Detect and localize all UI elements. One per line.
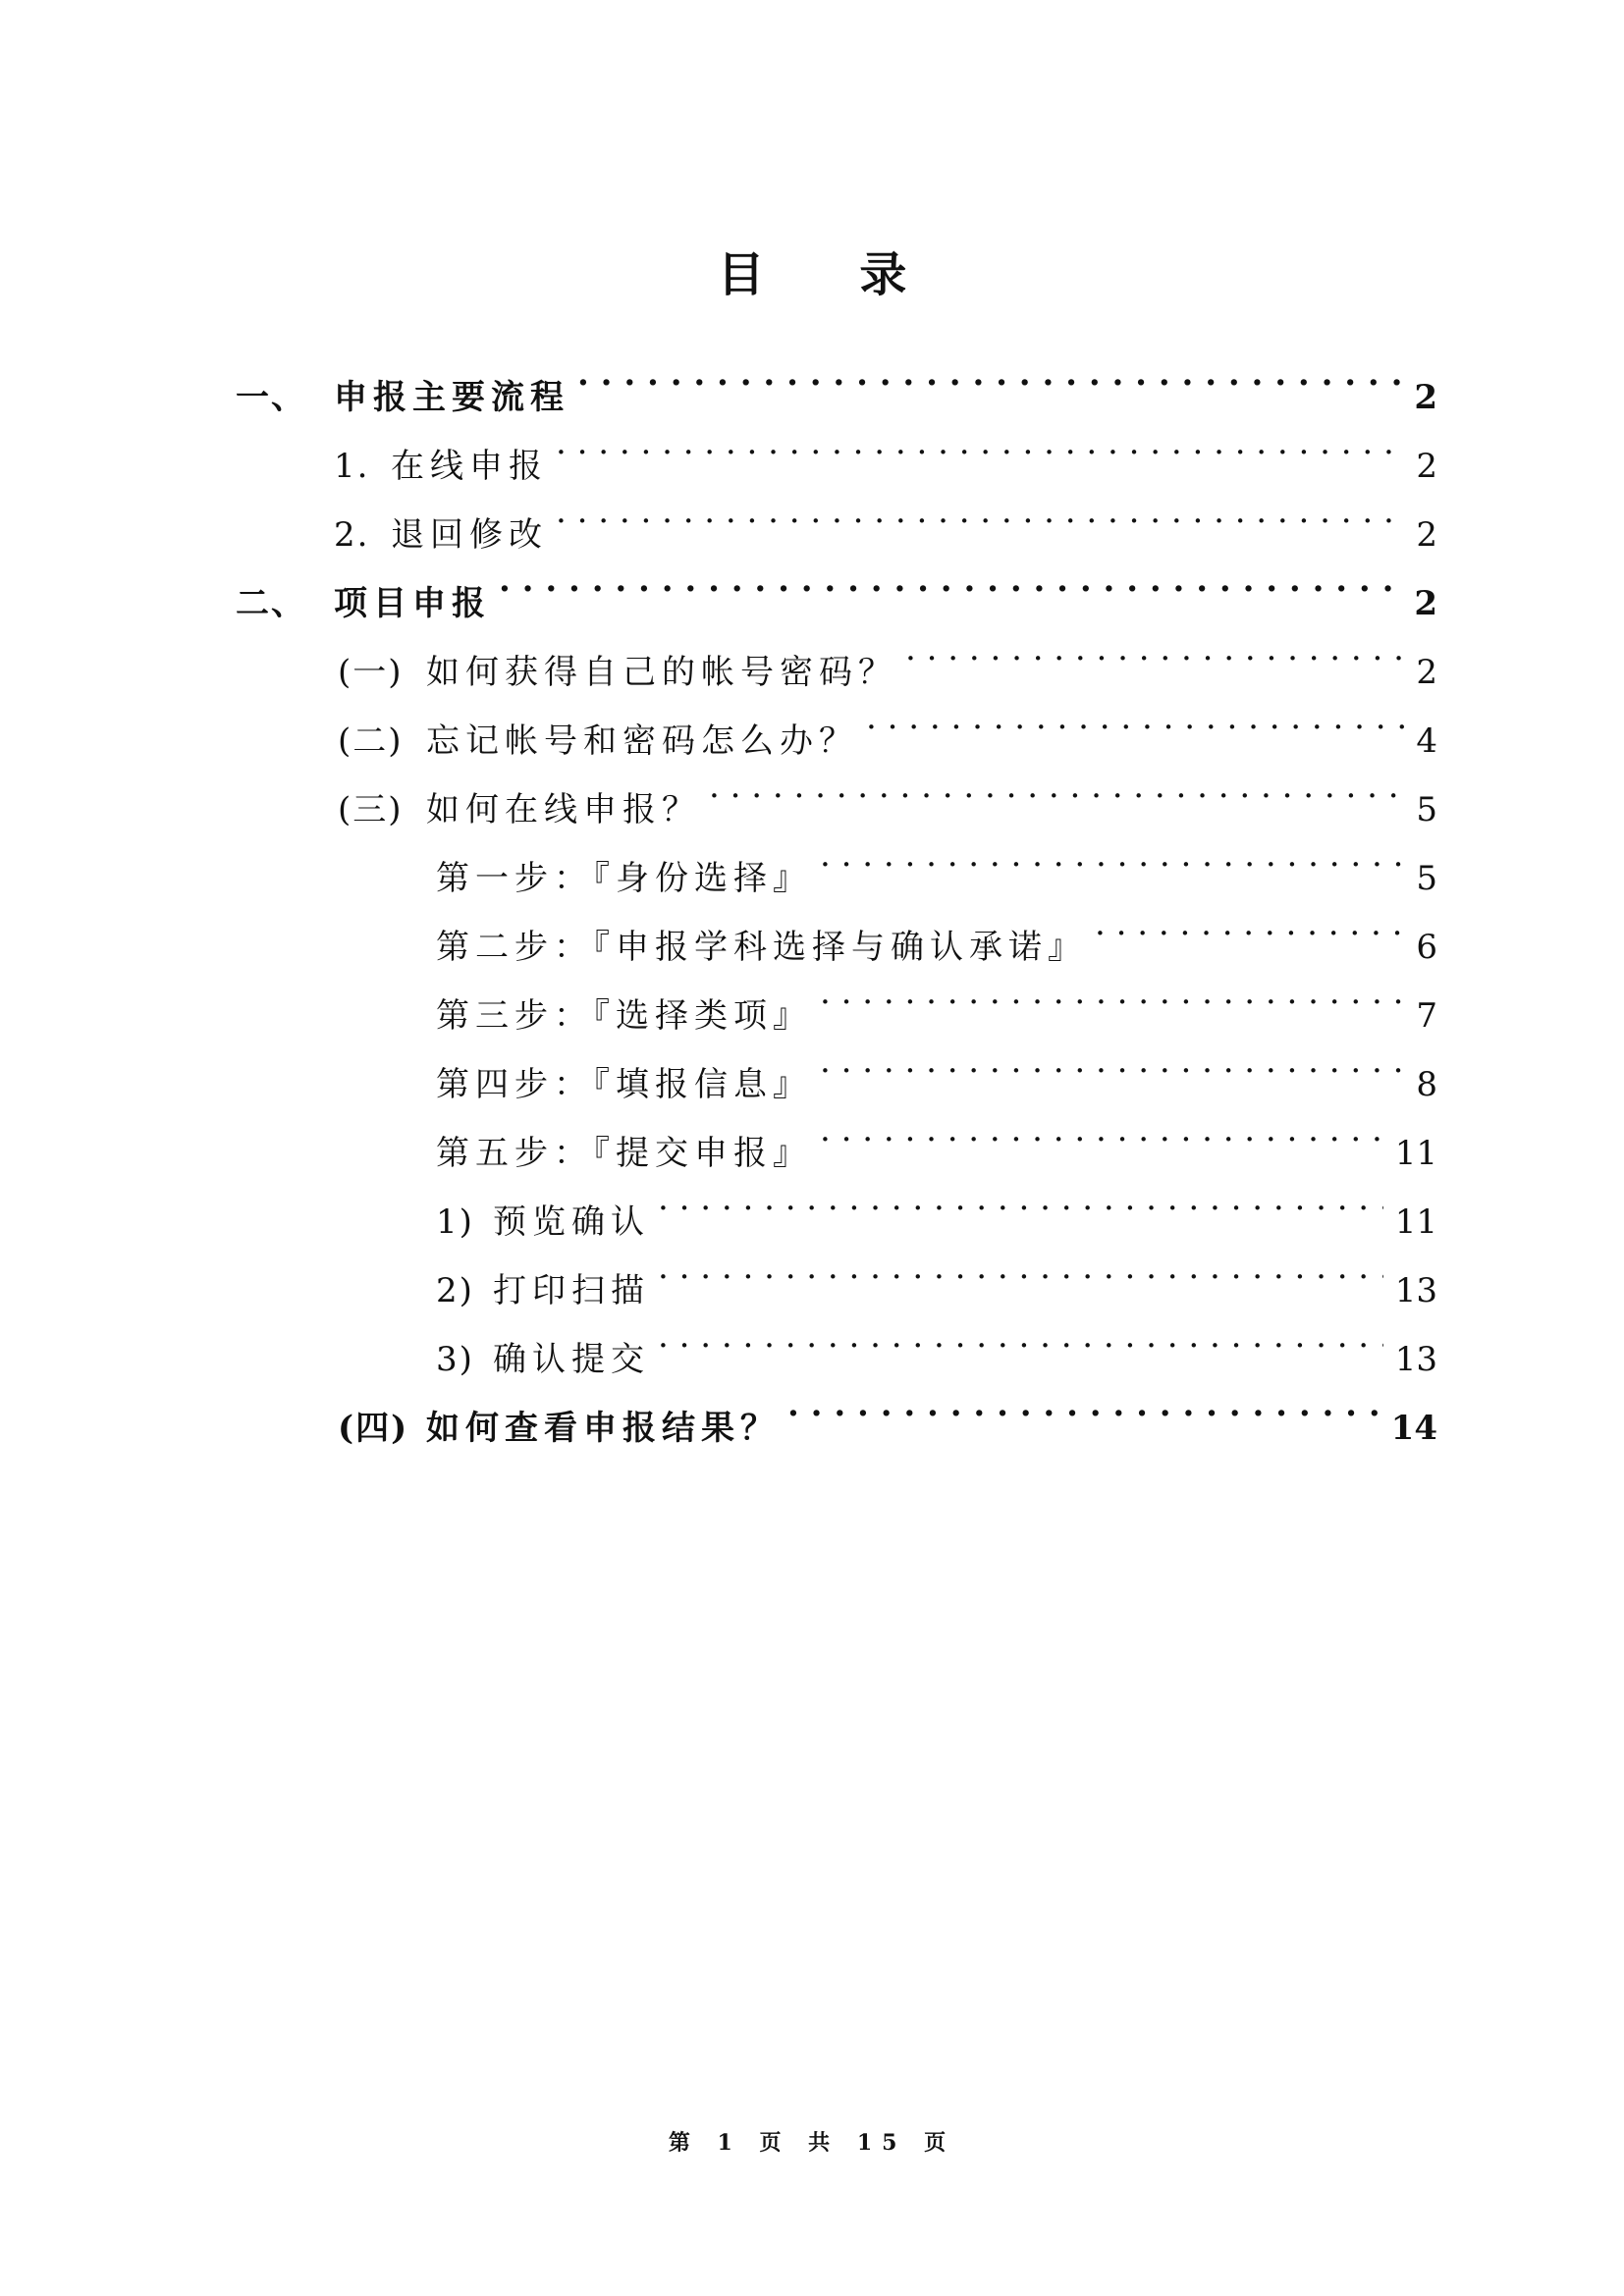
toc-entry-label: 第四步：『填报信息』 — [436, 1065, 812, 1104]
toc-entry-page: 6 — [1416, 928, 1437, 967]
toc-entry[interactable] — [436, 1233, 1437, 1310]
toc-entry-number: 2) — [436, 1271, 474, 1310]
toc-entry[interactable] — [334, 477, 1437, 555]
toc-entry[interactable] — [436, 1027, 1437, 1104]
toc-entry-number: 3) — [436, 1340, 474, 1379]
toc-entry-page: 11 — [1394, 1202, 1437, 1242]
toc-entry-page: 13 — [1394, 1340, 1437, 1379]
toc-entry[interactable] — [436, 889, 1437, 967]
toc-entry[interactable] — [236, 546, 1437, 623]
toc-entry-label: 在线申报 — [391, 447, 548, 486]
toc-entry-label: 申报主要流程 — [334, 378, 569, 417]
toc-entry-number: 一、 — [236, 378, 306, 417]
dot-leader — [787, 1370, 1380, 1439]
toc-entry-label: 第一步：『身份选择』 — [436, 859, 812, 898]
toc-entry[interactable] — [236, 340, 1437, 417]
toc-entry-page: 2 — [1414, 378, 1437, 417]
toc-entry-number: 2. — [334, 515, 370, 555]
toc-entry-page: 8 — [1416, 1065, 1437, 1104]
toc-entry-number: (二) — [338, 721, 404, 761]
dot-leader — [499, 546, 1402, 614]
toc-entry-page: 4 — [1416, 721, 1437, 761]
toc-title: 目 录 — [717, 247, 947, 302]
toc-entry-number: 1) — [436, 1202, 474, 1242]
toc-entry-page: 7 — [1416, 996, 1437, 1036]
toc-entry-label: 如何获得自己的帐号密码？ — [426, 653, 897, 692]
toc-entry-page: 2 — [1416, 447, 1437, 486]
toc-entry-page: 5 — [1416, 790, 1437, 829]
toc-entry-number: 1. — [334, 447, 370, 486]
toc-entry-page: 11 — [1394, 1134, 1437, 1173]
dot-leader — [577, 340, 1402, 408]
toc-entry[interactable] — [436, 1302, 1437, 1379]
toc-entry-page: 5 — [1416, 859, 1437, 898]
toc-entry-number: (四) — [338, 1409, 409, 1448]
dot-leader — [709, 752, 1404, 821]
toc-entry[interactable] — [436, 1164, 1437, 1242]
toc-entry[interactable] — [338, 614, 1437, 692]
dot-leader — [820, 1027, 1404, 1095]
dot-leader — [1095, 889, 1404, 958]
dot-leader — [905, 614, 1404, 683]
toc-entry-number: (三) — [338, 790, 404, 829]
toc-entry-label: 第二步：『申报学科选择与确认承诺』 — [436, 928, 1087, 967]
dot-leader — [866, 683, 1404, 752]
dot-leader — [556, 408, 1404, 477]
toc-entry-label: 打印扫描 — [493, 1271, 650, 1310]
toc-entry-page: 13 — [1394, 1271, 1437, 1310]
toc-entry-label: 退回修改 — [391, 515, 548, 555]
toc-entry-page: 2 — [1416, 515, 1437, 555]
dot-leader — [658, 1233, 1383, 1302]
toc-entry[interactable] — [436, 958, 1437, 1036]
dot-leader — [556, 477, 1404, 546]
dot-leader — [820, 1095, 1383, 1164]
toc-entry-number: 二、 — [236, 584, 306, 623]
dot-leader — [820, 958, 1404, 1027]
toc-entry[interactable] — [436, 1095, 1437, 1173]
toc-entry[interactable] — [338, 1370, 1437, 1448]
toc-entry-label: 确认提交 — [493, 1340, 650, 1379]
toc-entry-label: 如何查看申报结果？ — [426, 1409, 780, 1448]
toc-entry[interactable] — [436, 821, 1437, 898]
toc-entry-page: 14 — [1390, 1409, 1437, 1448]
dot-leader — [658, 1164, 1383, 1233]
dot-leader — [658, 1302, 1383, 1370]
toc-entry-label: 第五步：『提交申报』 — [436, 1134, 812, 1173]
toc-entry[interactable] — [338, 683, 1437, 761]
toc-entry-label: 预览确认 — [493, 1202, 650, 1242]
toc-entry[interactable] — [338, 752, 1437, 829]
toc-entry-page: 2 — [1416, 653, 1437, 692]
toc-entry[interactable] — [334, 408, 1437, 486]
toc-entry-label: 忘记帐号和密码怎么办？ — [426, 721, 858, 761]
page-footer: 第 1 页 共 15 页 — [668, 2130, 956, 2156]
toc-entry-number: (一) — [338, 653, 404, 692]
toc-entry-label: 如何在线申报？ — [426, 790, 701, 829]
toc-entry-page: 2 — [1414, 584, 1437, 623]
toc-entry-label: 第三步：『选择类项』 — [436, 996, 812, 1036]
toc-entry-label: 项目申报 — [334, 584, 491, 623]
dot-leader — [820, 821, 1404, 889]
